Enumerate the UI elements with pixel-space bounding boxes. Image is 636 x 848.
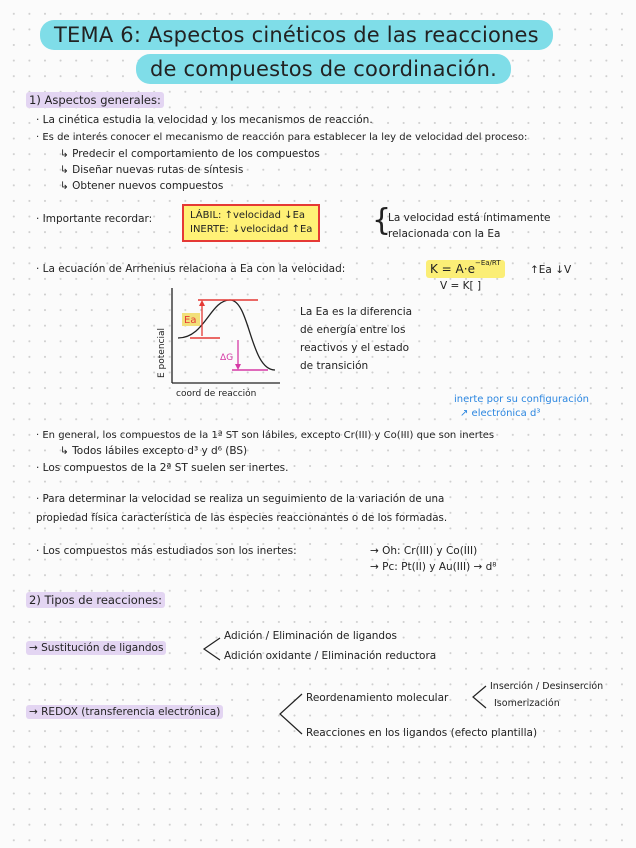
ea-desc-1: La Ea es la diferencia bbox=[300, 306, 413, 318]
sub-obtener: ↳ Obtener nuevos compuestos bbox=[60, 180, 224, 192]
energy-diagram bbox=[150, 280, 285, 404]
ea-desc-3: reactivos y el estado bbox=[300, 342, 410, 354]
general-1-sub: ↳ Todos lábiles excepto d³ y d⁶ (BS) bbox=[60, 445, 248, 457]
section-2-heading bbox=[26, 594, 165, 607]
sustitucion bbox=[26, 642, 166, 655]
pc-line: → Pc: Pt(II) y Au(III) → d⁸ bbox=[370, 561, 497, 573]
arrhenius-text: · La ecuación de Arrhenius relaciona a Ea con la velocidad: bbox=[36, 263, 346, 275]
subst-item-2: Adición oxidante / Eliminación reductora bbox=[224, 650, 437, 662]
measure-2: propiedad física característica de las especies reaccionantes o de los formadas. bbox=[36, 512, 448, 524]
labil-inerte-box bbox=[182, 204, 320, 242]
section-1-heading-text: 1) Aspectos generales: bbox=[26, 92, 164, 108]
arrhenius-k: K = A·e bbox=[430, 262, 475, 276]
arrhenius-eq-box bbox=[426, 260, 505, 278]
section-2-heading-text: 2) Tipos de reacciones: bbox=[26, 592, 165, 608]
section-1-heading bbox=[26, 94, 164, 107]
blue-note-1: inerte por su configuración bbox=[454, 394, 590, 405]
rear-item-2: Isomerización bbox=[494, 698, 560, 709]
sub-predecir: ↳ Predecir el comportamiento de los compuestos bbox=[60, 148, 320, 160]
general-1: · En general, los compuestos de la 1ª ST son lábiles, excepto Cr(III) y Co(III) que son inertes bbox=[36, 430, 495, 441]
bullet-cinetica: · La cinética estudia la velocidad y los mecanismos de reacción. bbox=[36, 114, 373, 126]
oh-line: → Oh: Cr(III) y Co(III) bbox=[370, 545, 478, 557]
redox-text: → REDOX (transferencia electrónica) bbox=[26, 705, 223, 719]
rear-bracket bbox=[470, 682, 488, 712]
reordenamiento: Reordenamiento molecular bbox=[306, 692, 449, 704]
importante-recordar: · Importante recordar: bbox=[36, 213, 153, 225]
arrhenius-exp: −Ea/RT bbox=[474, 259, 501, 267]
ea-desc-2: de energía entre los bbox=[300, 324, 406, 336]
redox-bracket bbox=[276, 690, 304, 738]
ea-label: Ea bbox=[184, 315, 197, 326]
related-line-1: La velocidad está íntimamente bbox=[388, 212, 551, 224]
labil-line: LÁBIL: ↑velocidad ↓Ea bbox=[190, 210, 306, 221]
ea-arrow-head bbox=[199, 300, 205, 306]
subst-item-1: Adición / Eliminación de ligandos bbox=[224, 630, 397, 642]
sub-disenar: ↳ Diseñar nuevas rutas de síntesis bbox=[60, 164, 244, 176]
measure-1: · Para determinar la velocidad se realiza un seguimiento de la variación de una bbox=[36, 493, 445, 505]
title-line-1: TEMA 6: Aspectos cinéticos de las reacciones bbox=[40, 20, 553, 50]
subst-bracket bbox=[200, 634, 222, 664]
dg-arrow-head bbox=[235, 364, 241, 370]
reacciones-ligandos: Reacciones en los ligandos (efecto plantilla) bbox=[306, 727, 538, 739]
arrhenius-eq bbox=[426, 257, 505, 277]
ea-desc-4: de transición bbox=[300, 360, 369, 372]
title-line-2: de compuestos de coordinación. bbox=[136, 54, 511, 84]
bullet-mecanismo: · Es de interés conocer el mecanismo de reacción para establecer la ley de velocidad del proceso: bbox=[36, 132, 528, 143]
y-axis-label: E potencial bbox=[157, 327, 167, 378]
rate-law: V = K[ ] bbox=[440, 280, 482, 292]
x-axis-label: coord de reacción bbox=[176, 389, 257, 399]
sustitucion-text: → Sustitución de ligandos bbox=[26, 641, 166, 655]
dg-label: ΔG bbox=[220, 353, 234, 363]
arrhenius-note: ↑Ea ↓V bbox=[530, 264, 572, 276]
brace-icon: { bbox=[372, 203, 392, 238]
redox bbox=[26, 706, 223, 719]
inerte-line: INERTE: ↓velocidad ↑Ea bbox=[190, 224, 313, 235]
related-line-2: relacionada con la Ea bbox=[388, 228, 501, 240]
studied: · Los compuestos más estudiados son los inertes: bbox=[36, 545, 297, 557]
general-2: · Los compuestos de la 2ª ST suelen ser inertes. bbox=[36, 462, 289, 474]
blue-note-2: ↗ electrónica d³ bbox=[460, 408, 541, 419]
rear-item-1: Inserción / Desinserción bbox=[490, 681, 604, 692]
